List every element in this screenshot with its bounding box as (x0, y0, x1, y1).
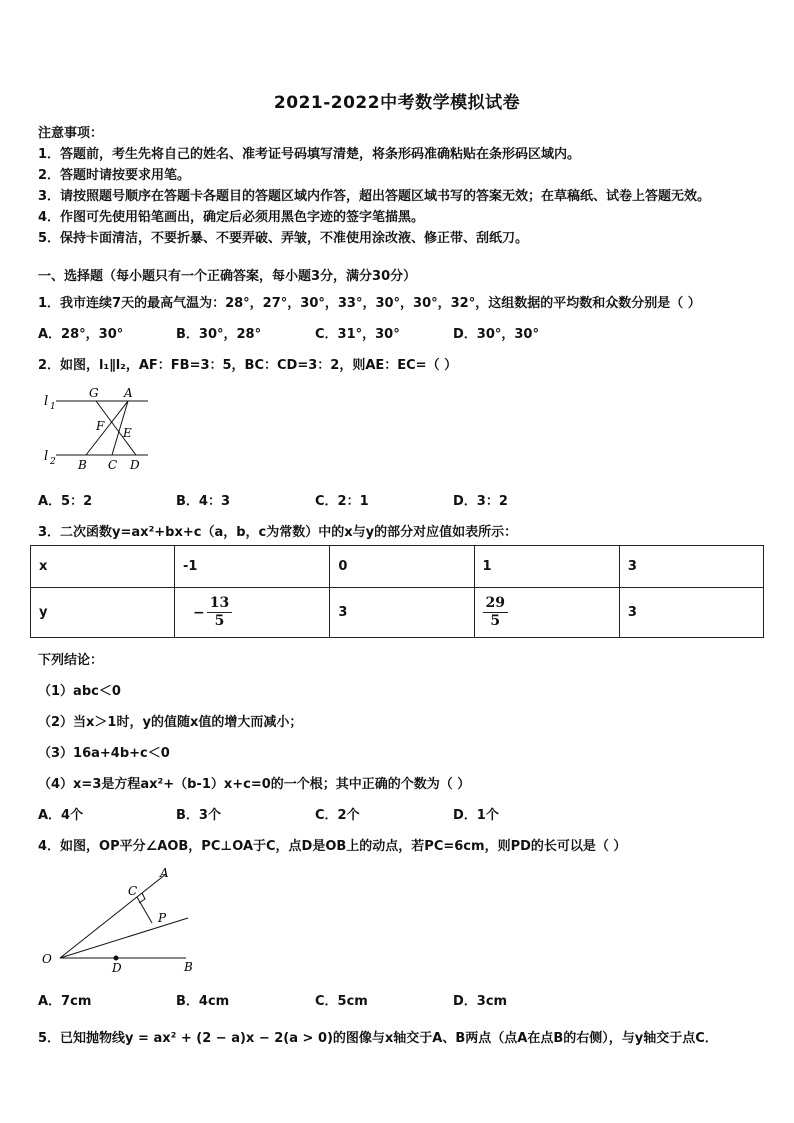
q4-label-p: P (158, 911, 167, 925)
q2-option-b: B．4：3 (176, 494, 230, 509)
q4-option-d: D．3cm (453, 994, 508, 1009)
q2-option-a: A．5：2 (38, 494, 93, 509)
table-cell (175, 588, 330, 638)
table-row-y (31, 588, 764, 638)
q4-option-c: C．5cm (315, 994, 368, 1009)
fraction (207, 595, 232, 630)
q2-label-f: F (96, 419, 105, 433)
q1-option-d: D．30°，30° (453, 327, 539, 342)
fraction-numerator: 29 (483, 595, 508, 613)
conclusion-item: （4）x=3是方程ax²+（b-1）x+c=0的一个根；其中正确的个数为（ ） (38, 777, 471, 792)
question-3-stem: 3．二次函数y=ax²+bx+c（a，b，c为常数）中的x与y的部分对应值如表所示： (38, 525, 518, 540)
section-heading: 一、选择题（每小题只有一个正确答案，每小题3分，满分30分） (38, 269, 417, 284)
page-title: 2021-2022中考数学模拟试卷 (273, 93, 521, 113)
question-5-stem: 5．已知抛物线y = ax² + (2 − a)x − 2(a > 0)的图像与x轴交于A、B两点（点A在点B的右侧），与y轴交于点C． (38, 1031, 718, 1046)
conclusion-item: （3）16a+4b+c＜0 (38, 746, 170, 761)
q3-option-c: C．2个 (315, 808, 360, 823)
q2-label-b: B (78, 458, 87, 472)
table-cell: 0 (330, 546, 474, 588)
fraction-numerator: 13 (207, 595, 232, 613)
q2-label-e: E (123, 426, 132, 440)
q2-label-d: D (130, 458, 140, 472)
q2-label-l1: l (44, 394, 49, 409)
q2-option-c: C．2：1 (315, 494, 369, 509)
notice-item: 1．答题前，考生先将自己的姓名、准考证号码填写清楚，将条形码准确粘贴在条形码区域内。 (38, 147, 581, 162)
question-2-stem: 2．如图，l₁∥l₂，AF：FB=3：5，BC：CD=3：2，则AE：EC=（ ） (38, 358, 458, 373)
conclusion-item: （2）当x＞1时，y的值随x值的增大而减小； (38, 715, 303, 730)
table-cell: 3 (619, 546, 763, 588)
q4-option-b: B．4cm (176, 994, 230, 1009)
fraction (483, 595, 508, 630)
q2-label-l1-sub: 1 (50, 402, 56, 412)
table-cell: 3 (619, 588, 763, 638)
notice-heading: 注意事项： (38, 126, 104, 141)
notice-item: 4．作图可先使用铅笔画出，确定后必须用黑色字迹的签字笔描黑。 (38, 210, 425, 225)
q3-option-a: A．4个 (38, 808, 84, 823)
q4-figure (38, 864, 208, 979)
q1-option-a: A．28°，30° (38, 327, 124, 342)
q4-label-b: B (184, 960, 193, 974)
q3-option-b: B．3个 (176, 808, 221, 823)
notice-item: 3．请按照题号顺序在答题卡各题目的答题区域内作答，超出答题区域书写的答案无效；在草稿纸、试卷上答题无效。 (38, 189, 711, 204)
conclusions-heading: 下列结论： (38, 653, 104, 668)
q4-label-a: A (160, 866, 169, 880)
table-cell (474, 588, 619, 638)
q1-option-b: B．30°，28° (176, 327, 262, 342)
table-cell: 1 (474, 546, 619, 588)
table-cell: 3 (330, 588, 474, 638)
q2-label-l2: l (44, 449, 49, 464)
fraction-denominator: 5 (490, 613, 501, 629)
q2-label-l2-sub: 2 (50, 457, 56, 467)
table-row-x (31, 546, 764, 588)
q4-label-o: O (42, 952, 52, 966)
table-cell: -1 (175, 546, 330, 588)
table-cell: y (31, 588, 175, 638)
q3-value-table (30, 545, 764, 638)
conclusion-item: （1）abc＜0 (38, 684, 121, 699)
table-cell: x (31, 546, 175, 588)
q1-option-c: C．31°，30° (315, 327, 400, 342)
q2-label-c: C (108, 458, 118, 472)
minus-sign: − (193, 604, 205, 621)
q4-label-c: C (128, 884, 138, 898)
notice-item: 2．答题时请按要求用笔。 (38, 168, 191, 183)
q4-label-d: D (112, 961, 122, 975)
fraction-denominator: 5 (214, 613, 225, 629)
q2-figure (40, 383, 160, 475)
q4-option-a: A．7cm (38, 994, 92, 1009)
question-1-stem: 1．我市连续7天的最高气温为：28°，27°，30°，33°，30°，30°，32°，这组数据的平均数和众数分别是（ ） (38, 296, 701, 311)
q2-label-a: A (124, 386, 133, 400)
q3-option-d: D．1个 (453, 808, 499, 823)
notice-item: 5．保持卡面清洁，不要折暴、不要弄破、弄皱，不准使用涂改液、修正带、刮纸刀。 (38, 231, 529, 246)
question-4-stem: 4．如图，OP平分∠AOB，PC⊥OA于C，点D是OB上的动点，若PC=6cm，则PD的长可以是（ ） (38, 839, 627, 854)
q2-label-g: G (89, 386, 99, 400)
q2-option-d: D．3：2 (453, 494, 508, 509)
